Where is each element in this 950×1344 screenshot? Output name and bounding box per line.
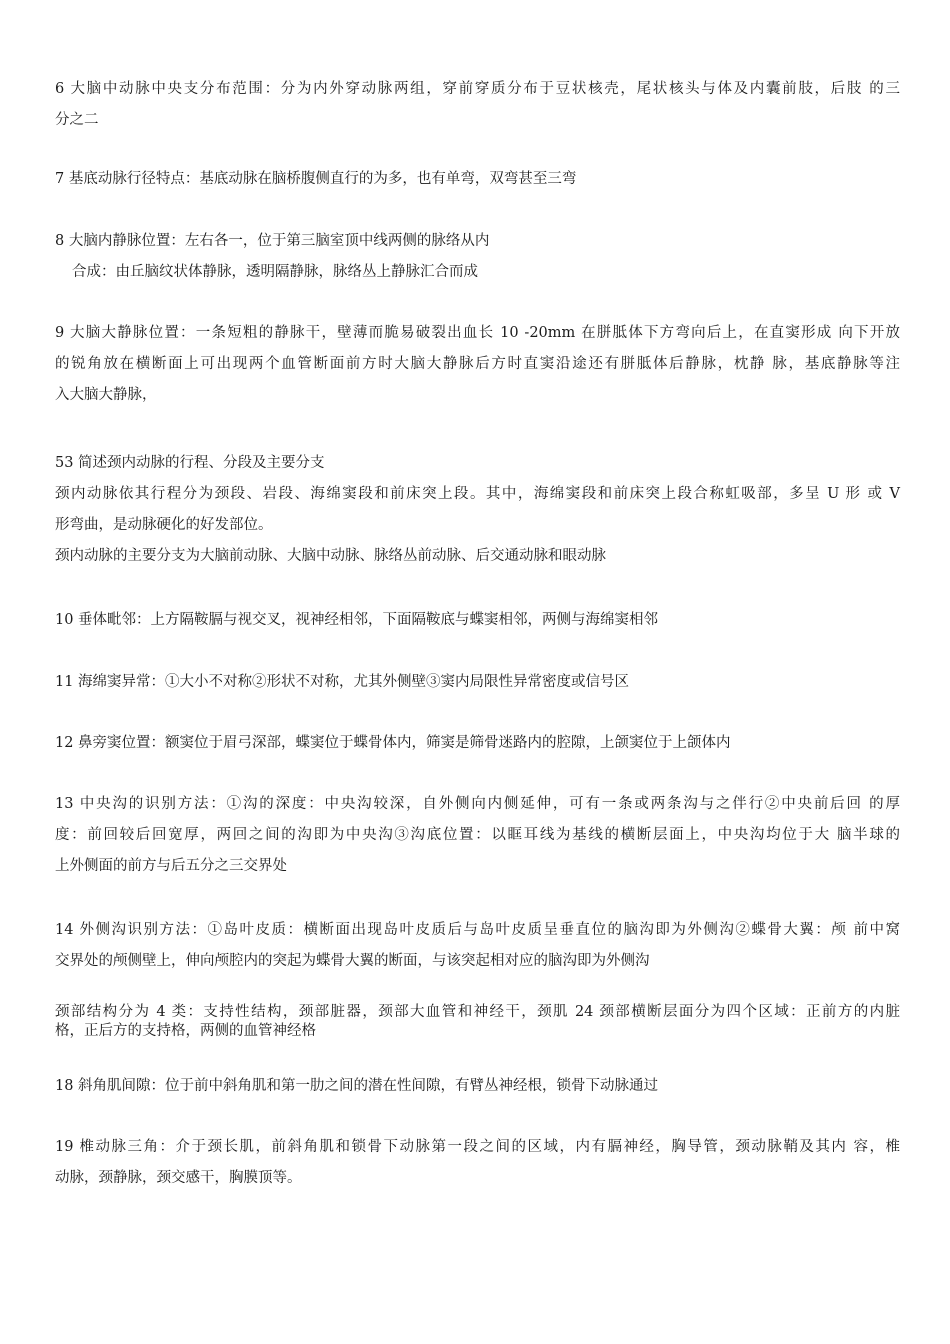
text-line: 8 大脑内静脉位置：左右各一，位于第三脑室顶中线两侧的脉络从内 — [55, 233, 490, 249]
note-item-14 — [55, 915, 900, 977]
text-line: 53 简述颈内动脉的行程、分段及主要分支 — [55, 455, 325, 471]
text-line: 上外侧面的前方与后五分之三交界处 — [55, 858, 287, 874]
text-line: 7 基底动脉行径特点：基底动脉在脑桥腹侧直行的为多，也有单弯，双弯甚至三弯 — [55, 171, 577, 187]
text-line: 18 斜角肌间隙：位于前中斜角肌和第一肋之间的潜在性间隙，有臂丛神经根，锁骨下动脉通过 — [55, 1078, 659, 1094]
note-item-10 — [55, 605, 900, 636]
text-line: 形弯曲，是动脉硬化的好发部位。 — [55, 517, 273, 533]
text-line: 动脉，颈静脉，颈交感干，胸膜顶等。 — [55, 1170, 302, 1186]
note-item-8 — [55, 226, 900, 288]
note-item-53 — [55, 448, 900, 572]
text-line: 度：前回较后回宽厚，两回之间的沟即为中央沟③沟底位置：以眶耳线为基线的横断层面上，中央沟均位于大 脑半球的 — [55, 827, 900, 843]
text-line: 11 海绵窦异常：①大小不对称②形状不对称，尤其外侧壁③窦内局限性异常密度或信号区 — [55, 674, 630, 690]
text-line: 19 椎动脉三角：介于颈长肌，前斜角肌和锁骨下动脉第一段之间的区域，内有膈神经，胸导管，颈动脉鞘及其内 容，椎 — [55, 1139, 900, 1155]
text-line: 10 垂体毗邻：上方隔鞍膈与视交叉，视神经相邻，下面隔鞍底与蝶窦相邻，两侧与海绵窦相邻 — [55, 612, 659, 628]
text-line: 格，正后方的支持格，两侧的血管神经格 — [55, 1023, 316, 1039]
note-item-6 — [55, 74, 900, 136]
text-line: 交界处的颅侧壁上，伸向颅腔内的突起为蝶骨大翼的断面，与该突起相对应的脑沟即为外侧沟 — [55, 953, 650, 969]
text-line: 6 大脑中动脉中央支分布范围：分为内外穿动脉两组，穿前穿质分布于豆状核壳，尾状核头与体及内囊前肢，后肢 的三 — [55, 81, 900, 97]
note-item-19 — [55, 1132, 900, 1194]
note-item-13 — [55, 789, 900, 882]
text-line: 合成：由丘脑纹状体静脉，透明隔静脉，脉络丛上静脉汇合而成 — [72, 264, 478, 280]
text-line: 13 中央沟的识别方法：①沟的深度：中央沟较深，自外侧向内侧延伸，可有一条或两条沟与之伴行②中央前后回 的厚 — [55, 796, 900, 812]
note-item-9 — [55, 318, 900, 411]
text-line: 入大脑大静脉， — [55, 387, 157, 403]
note-item-18 — [55, 1071, 900, 1102]
text-line: 分之二 — [55, 112, 99, 128]
text-line: 12 鼻旁窦位置：额窦位于眉弓深部，蝶窦位于蝶骨体内，筛窦是筛骨迷路内的腔隙，上颌窦位于上颌体内 — [55, 735, 731, 751]
note-item-12 — [55, 728, 900, 759]
text-line: 9 大脑大静脉位置：一条短粗的静脉干，壁薄而脆易破裂出血长 10 -20mm 在胼胝体下方弯向后上，在直窦形成 向下开放 — [55, 325, 900, 341]
note-item-7 — [55, 164, 900, 195]
text-line: 的锐角放在横断面上可出现两个血管断面前方时大脑大静脉后方时直窦沿途还有胼胝体后静脉，枕静 脉，基底静脉等注 — [55, 356, 900, 372]
text-line: 14 外侧沟识别方法：①岛叶皮质：横断面出现岛叶皮质后与岛叶皮质呈垂直位的脑沟即为外侧沟②蝶骨大翼：颅 前中窝 — [55, 922, 900, 938]
text-line: 颈内动脉依其行程分为颈段、岩段、海绵窦段和前床突上段。其中，海绵窦段和前床突上段合称虹吸部，多呈 U 形 或 V — [55, 486, 900, 502]
text-line: 颈内动脉的主要分支为大脑前动脉、大脑中动脉、脉络丛前动脉、后交通动脉和眼动脉 — [55, 548, 606, 564]
note-item-neck-structure — [55, 1003, 900, 1041]
text-line: 颈部结构分为 4 类：支持性结构，颈部脏器，颈部大血管和神经干，颈肌 24 颈部横断层面分为四个区域：正前方的内脏 — [55, 1004, 900, 1020]
note-item-11 — [55, 667, 900, 698]
